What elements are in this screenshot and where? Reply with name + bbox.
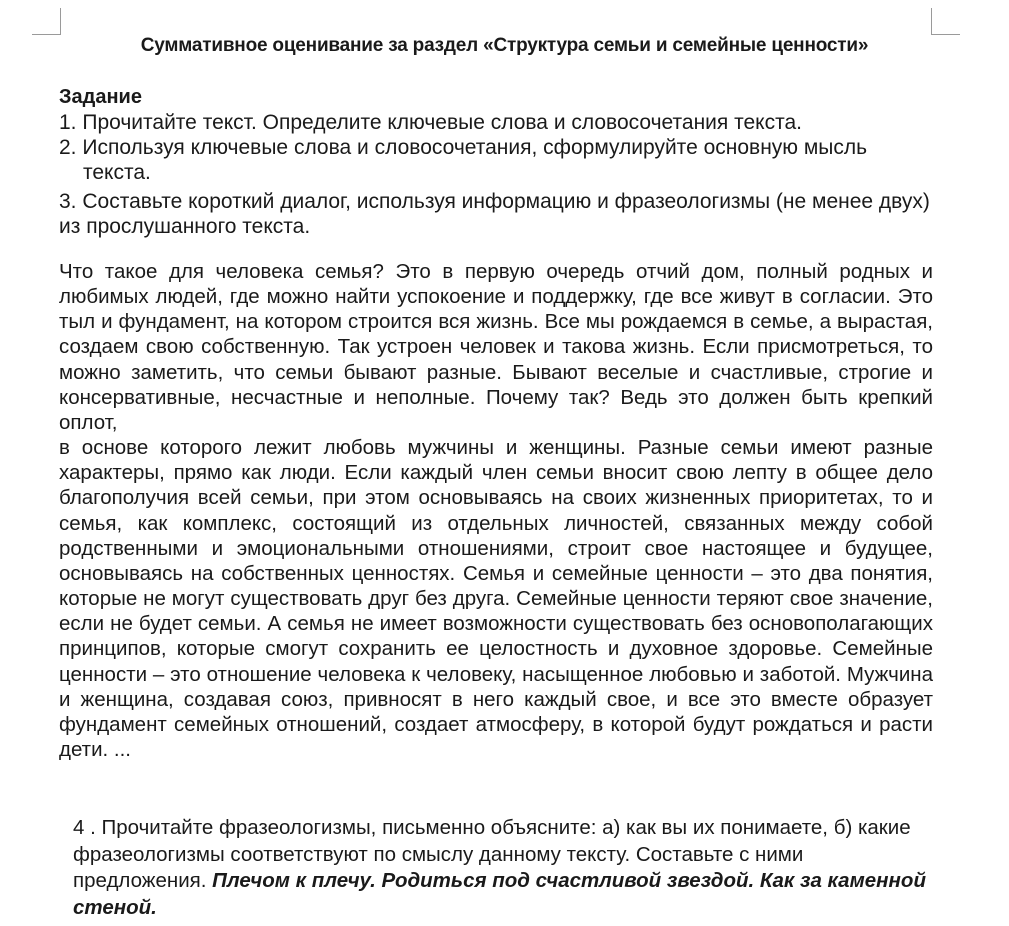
task-4-instruction: 4 . Прочитайте фразеологизмы, письменно объясните: а) как вы их понимаете, б) какие фразеологизмы соответствуют по смыслу данному тексту. Составьте с ними предложения. (73, 816, 911, 892)
page-margin-corner-left (32, 8, 61, 35)
task-heading: Задание (59, 86, 142, 108)
document-title: Суммативное оценивание за раздел «Структура семьи и семейные ценности» (140, 35, 869, 56)
reading-paragraph-1: Что такое для человека семья? Это в первую очередь отчий дом, полный родных и любимых людей, где можно найти успокоение и поддержку, где все живут в согласии. Это тыл и фундамент, на котором строится вся жизнь. Все мы рождаемся в семье, а вырастая, создаем свою собственную. Так устроен человек и такова жизнь. Если присмотреться, то можно заметить, что семьи бывают разные. Бывают веселые и счастливые, строгие и консервативные, несчастные и неполные. Почему так? Ведь это должен быть крепкий оплот, (59, 260, 933, 434)
task-item-2: 2. Используя ключевые слова и словосочетания, сформулируйте основную мысль текста. (59, 136, 868, 184)
page-margin-corner-right (931, 8, 960, 35)
task-item-1: 1. Прочитайте текст. Определите ключевые слова и словосочетания текста. (59, 111, 802, 134)
reading-text (59, 259, 933, 762)
reading-paragraph-2: в основе которого лежит любовь мужчины и женщины. Разные семьи имеют разные характеры, прямо как люди. Если каждый член семьи вносит свою лепту в общее дело благополучия всей семьи, при этом основываясь на своих жизненных приоритетах, то и семья, как комплекс, состоящий из отдельных личностей, связанных между собой родственными и эмоциональными отношениями, строит свое настоящее и будущее, основываясь на собственных ценностях. Семья и семейные ценности – это два понятия, которые не могут существовать друг без друга. Семейные ценности теряют свое значение, если не будет семьи. А семья не имеет возможности существовать без основополагающих принципов, которые смогут сохранить ее целостность и духовное здоровье. Семейные ценности – это отношение человека к человеку, насыщенное любовью и заботой. Мужчина и женщина, создавая союз, привносят в него каждый свое, и все это вместе образует фундамент семейных отношений, создает атмосферу, в которой будут рождаться и расти дети. ... (59, 436, 933, 761)
task-section (59, 84, 939, 239)
phraseologisms-list: Плечом к плечу. Родиться под счастливой звездой. Как за каменной стеной. (73, 869, 926, 919)
task-4-section (73, 815, 933, 921)
task-item-3: 3. Составьте короткий диалог, используя информацию и фразеологизмы (не менее двух) из прослушанного текста. (59, 190, 930, 238)
